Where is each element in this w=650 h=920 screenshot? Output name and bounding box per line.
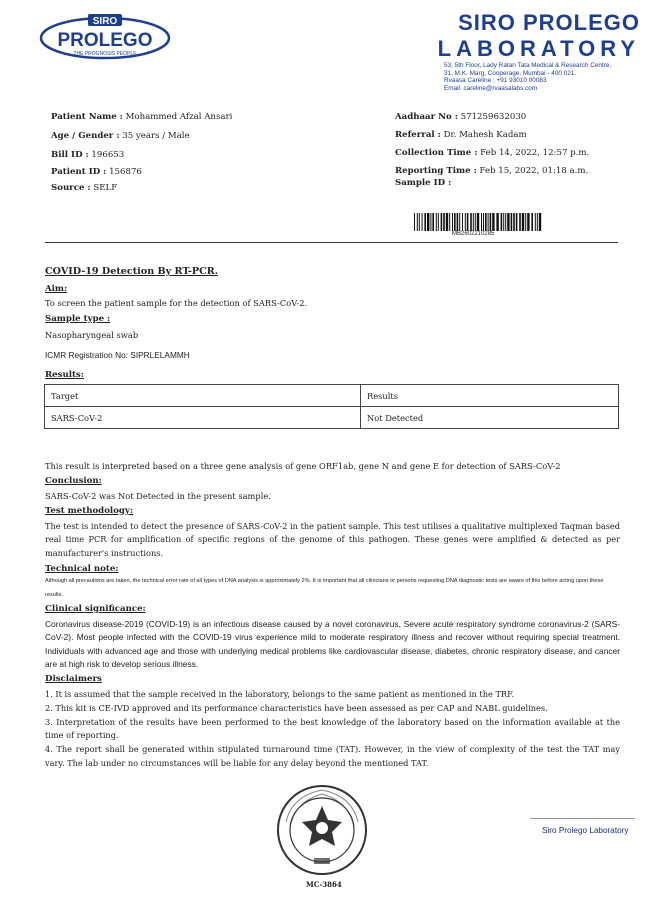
icmr-registration: ICMR Registration No: SIPRLELAMMH [45, 350, 190, 360]
patient-id: 156876 [109, 167, 142, 177]
table-row [45, 407, 619, 429]
barcode-bar [473, 213, 474, 231]
barcode-bar [438, 213, 439, 231]
source-label: Source : [51, 183, 91, 193]
table-cell-target: SARS-CoV-2 [45, 407, 361, 429]
patient-id-label: Patient ID : [51, 167, 107, 177]
bill-id-row [51, 150, 124, 161]
barcode-bar [414, 213, 415, 231]
methodology-text: The test is intended to detect the presence of SARS-CoV-2 in the patient sample. This test utilises a qualitative multiplexed Taqman based real time PCR for amplification of specific regions of the genome of this pathogen. These genes were amplified & detected as per manufacturer's instructions. [45, 521, 620, 558]
barcode-number: MB2602210285 [452, 231, 495, 237]
barcode-bar [490, 213, 492, 231]
barcode-bar [539, 213, 541, 231]
patient-name-label: Patient Name : [51, 112, 123, 122]
patient-name-row [51, 112, 232, 123]
barcode-bar [475, 213, 476, 231]
results-heading: Results: [45, 370, 84, 380]
disclaimer-item: 4. The report shall be generated within stipulated turnaround time (TAT). However, in the view of complexity of the test the TAT may vary. The lab under no circumstances will be liable for any delay beyond the mentioned TAT. [45, 744, 620, 768]
referral-row [395, 130, 527, 141]
technical-note-heading: Technical note: [45, 564, 119, 574]
disclaimers-list [45, 688, 620, 771]
lab-address [444, 62, 611, 92]
seal-number: MC-3864 [306, 880, 342, 889]
collection-time-label: Collection Time : [395, 148, 478, 158]
address-line: 53, 5th Floor, Lady Ratan Tata Medical & Research Centre, [444, 62, 612, 69]
barcode-bar [449, 213, 450, 231]
barcode-bar [436, 213, 437, 231]
lab-name-line2: LABORATORY [437, 36, 640, 61]
age-gender-row [51, 131, 190, 142]
disclaimer-item: 1. It is assumed that the sample received in the laboratory, belongs to the same patient as mentioned in the TRF. [45, 689, 515, 699]
barcode-bar [462, 213, 463, 231]
disclaimer-item: 3. Interpretation of the results have been performed to the best knowledge of the laboratory based on the information available at the time of reporting. [45, 716, 620, 741]
barcode-bar [465, 213, 466, 231]
sample-type-heading: Sample type : [45, 314, 111, 324]
lab-name-line1: SIRO PROLEGO [458, 10, 640, 35]
results-table [44, 384, 619, 429]
disclaimers-heading: Disclaimers [45, 674, 102, 684]
table-header-cell: Results [361, 385, 619, 407]
aim-heading: Aim: [45, 284, 68, 294]
sample-type-text: Nasopharyngeal swab [45, 330, 139, 340]
barcode-bar [496, 213, 498, 231]
barcode-bar [488, 213, 489, 231]
lab-name [420, 10, 640, 62]
barcode-bar [492, 213, 494, 231]
barcode-bar [427, 213, 429, 231]
barcode-bar [430, 213, 431, 231]
address-line: 31, M.K. Marg, Cooperage, Mumbai - 400 021. [444, 69, 577, 77]
barcode-bar [454, 213, 456, 231]
conclusion-text: SARS-CoV-2 was Not Detected in the present sample. [45, 491, 271, 501]
referral: Dr. Mahesh Kadam [443, 130, 527, 140]
barcode-bar [459, 213, 460, 231]
barcode-bar [525, 213, 526, 231]
interpretation-text: This result is interpreted based on a three gene analysis of gene ORF1ab, gene N and gene E for detection of SARS-CoV-2 [45, 461, 561, 471]
barcode-bar [507, 213, 509, 231]
aadhaar-label: Aadhaar No : [395, 112, 458, 122]
table-header-cell: Target [45, 385, 361, 407]
company-logo [38, 12, 172, 62]
barcode-bar [483, 213, 484, 231]
barcode-bar [522, 213, 524, 231]
accreditation-seal-icon [272, 782, 372, 878]
bill-id-label: Bill ID : [51, 150, 89, 160]
collection-time: Feb 14, 2022, 12:57 p.m. [480, 148, 590, 158]
referral-label: Referral : [395, 130, 441, 140]
barcode-bar [481, 213, 482, 231]
address-line: Email: careline@rvaasalabs.com [444, 84, 538, 92]
sample-id-row [395, 178, 451, 189]
reporting-time-label: Reporting Time : [395, 166, 477, 176]
reporting-time: Feb 15, 2022, 01:18 a.m. [479, 166, 589, 176]
reporting-time-row [395, 166, 588, 177]
aadhaar-row [395, 112, 526, 123]
barcode-bar [485, 213, 487, 231]
barcode [414, 213, 544, 231]
barcode-bar [477, 213, 479, 231]
source-row [51, 183, 117, 194]
barcode-bar [446, 213, 448, 231]
barcode-bar [505, 213, 506, 231]
conclusion-heading: Conclusion: [45, 476, 102, 486]
signature-line [530, 818, 635, 819]
barcode-bar [513, 213, 515, 231]
barcode-bar [424, 213, 426, 231]
bill-id: 196653 [91, 150, 125, 160]
address-line: Rvaasa Careline : +91 93010 00083 [444, 77, 547, 85]
report-title: COVID-19 Detection By RT-PCR. [45, 266, 219, 277]
barcode-bar [432, 213, 434, 231]
barcode-bar [537, 213, 538, 231]
source: SELF [93, 183, 118, 193]
barcode-bar [501, 213, 503, 231]
divider [45, 242, 618, 243]
barcode-bar [457, 213, 459, 231]
patient-name: Mohammed Afzal Ansari [125, 112, 233, 122]
barcode-bar [503, 213, 504, 231]
barcode-bar [527, 213, 529, 231]
age-gender: 35 years / Male [122, 131, 190, 141]
disclaimer-item: 2. This kit is CE-IVD approved and its performance characteristics have been assessed as per CAP and NABL guidelines. [45, 702, 548, 713]
barcode-bar [419, 213, 420, 231]
table-header-row [45, 385, 619, 407]
methodology-heading: Test methodology: [45, 506, 134, 516]
aim-text: To screen the patient sample for the detection of SARS-CoV-2. [45, 298, 308, 308]
barcode-bar [535, 213, 536, 231]
signature-text: Siro Prolego Laboratory [542, 826, 629, 835]
barcode-bar [511, 213, 513, 231]
barcode-bar [467, 213, 469, 231]
patient-id-row [51, 167, 142, 178]
table-cell-result: Not Detected [361, 407, 619, 429]
logo-main-text: PROLEGO [57, 30, 153, 51]
age-gender-label: Age / Gender : [51, 131, 120, 141]
collection-time-row [395, 148, 589, 159]
barcode-bar [531, 213, 533, 231]
barcode-bar [516, 213, 518, 231]
barcode-bar [470, 213, 472, 231]
barcode-bar [519, 213, 521, 231]
barcode-bar [417, 213, 418, 231]
logo-tagline: THE PROGNOSIS PEOPLE [73, 51, 137, 57]
clinical-significance-text: Coronavirus disease-2019 (COVID-19) is an infectious disease caused by a novel coronavirus, Severe acute respiratory syndrome coronavirus-2 (SARS-CoV-2). Most people infected with the COVID-19 virus experience mild to moderate respiratory illness and recover without requiring special treatment. Individuals with advanced age and those with underlying medical problems like cardiovascular disease, diabetes, chronic respiratory disease, and cancer are at high risk to develop serious illness. [45, 619, 620, 670]
sample-id-label: Sample ID : [395, 178, 452, 188]
logo-top-text: SIRO [92, 16, 118, 27]
barcode-bar [422, 213, 423, 231]
technical-note-text: Although all precautions are taken, the technical error rate of all types of DNA analysis is approximately 2%. It is important that all clinicians or persons requesting DNA diagnostic tests are aware of this before acting upon these results. [45, 578, 604, 598]
barcode-bar [452, 213, 453, 231]
clinical-significance-heading: Clinical significance: [45, 604, 146, 614]
barcode-bar [441, 213, 443, 231]
barcode-bar [443, 213, 445, 231]
aadhaar: 571259632030 [460, 112, 527, 122]
